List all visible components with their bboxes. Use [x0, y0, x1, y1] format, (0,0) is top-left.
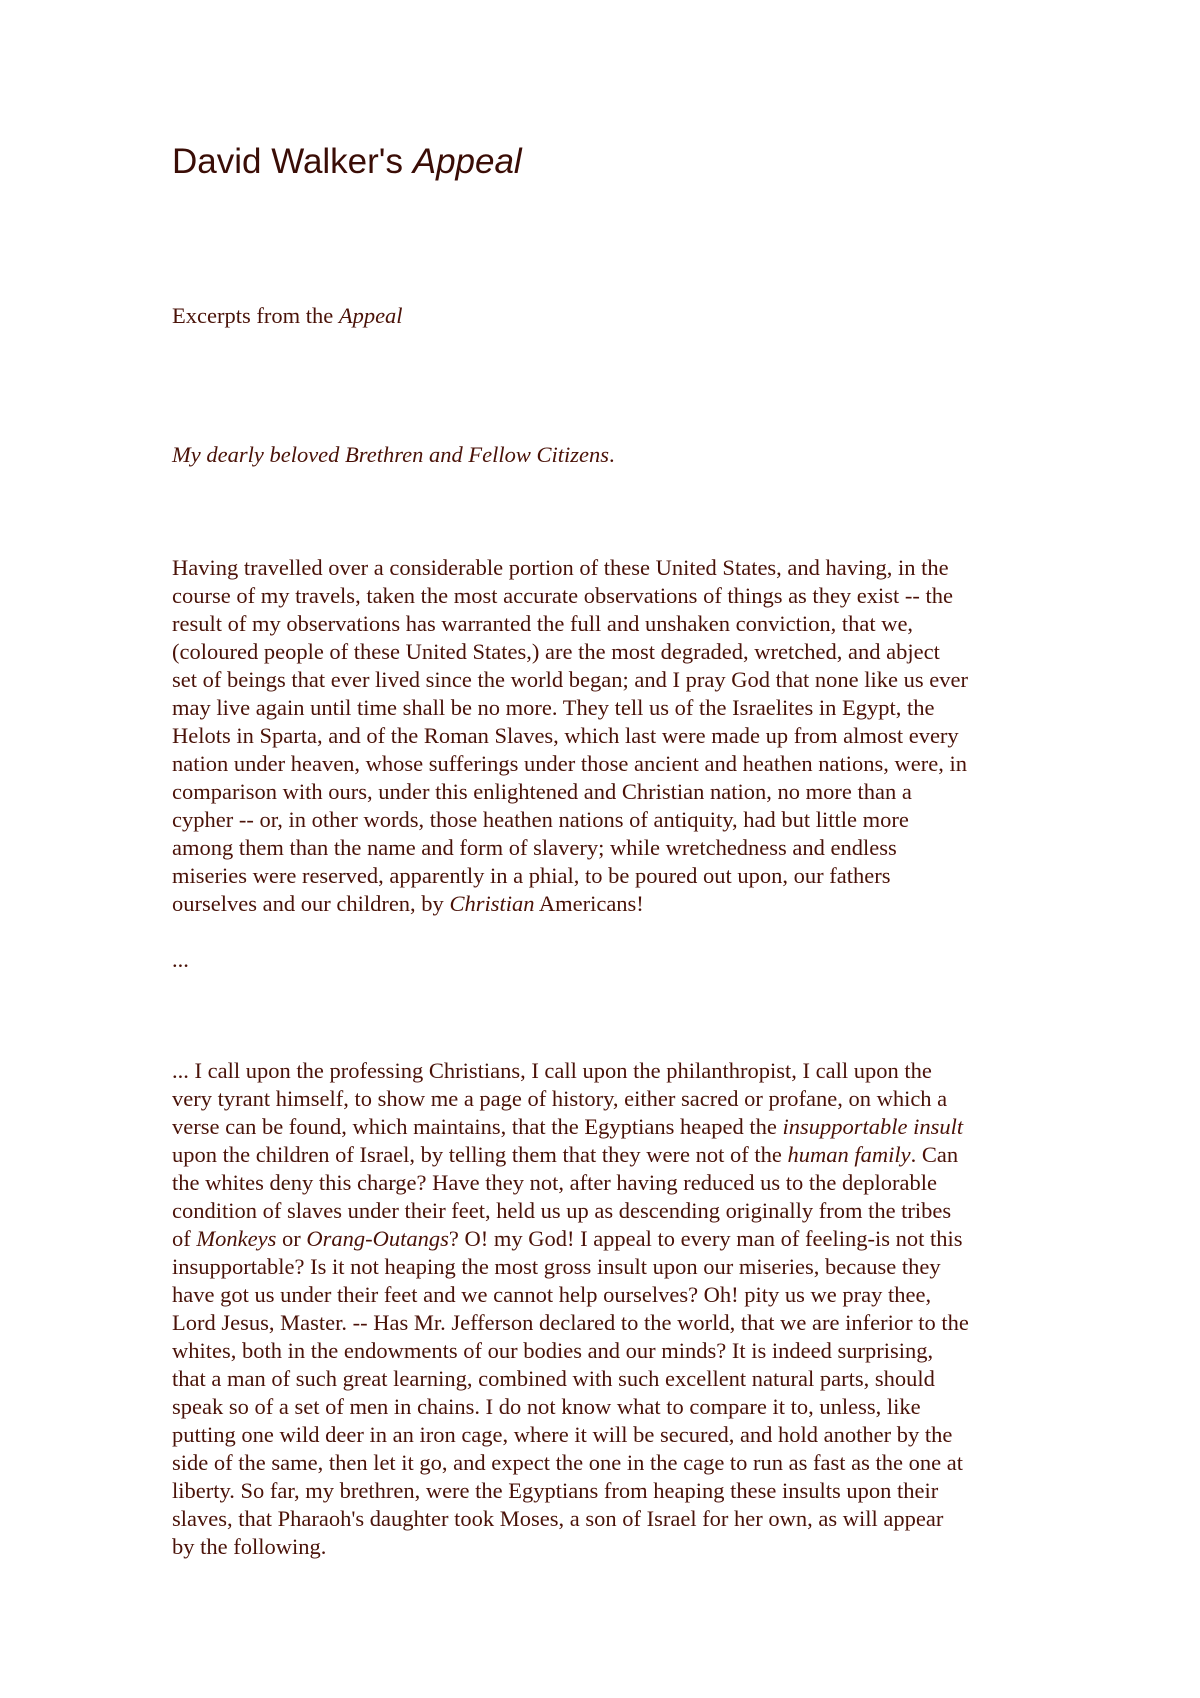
paragraph-line: cypher -- or, in other words, those heathen nations of antiquity, had but little more: [172, 807, 909, 832]
paragraph-line: Lord Jesus, Master. -- Has Mr. Jefferson declared to the world, that we are inferior to the: [172, 1310, 969, 1335]
paragraph-line: speak so of a set of men in chains. I do not know what to compare it to, unless, like: [172, 1394, 921, 1419]
title-text: David Walker's: [172, 142, 413, 181]
paragraph-line: slaves, that Pharaoh's daughter took Moses, a son of Israel for her own, as will appear: [172, 1506, 944, 1531]
paragraph-line: very tyrant himself, to show me a page of history, either sacred or profane, on which a: [172, 1086, 948, 1111]
paragraph-line: ... I call upon the professing Christians, I call upon the philanthropist, I call upon the: [172, 1058, 932, 1083]
paragraph-2: [172, 1057, 1044, 1561]
paragraph-line: have got us under their feet and we cannot help ourselves? Oh! pity us we pray thee,: [172, 1282, 932, 1307]
line-text: . Can: [910, 1142, 959, 1167]
paragraph-line: (coloured people of these United States,) are the most degraded, wretched, and abject: [172, 639, 940, 664]
line-italic: Monkeys: [196, 1226, 277, 1251]
paragraph-line: result of my observations has warranted the full and unshaken conviction, that we,: [172, 611, 914, 636]
paragraph-line: condition of slaves under their feet, held us up as descending originally from the tribes: [172, 1198, 952, 1223]
salutation-end: .: [608, 442, 615, 467]
line-text: ourselves and our children, by: [172, 891, 450, 916]
line-text: of: [172, 1226, 197, 1251]
paragraph-line: putting one wild deer in an iron cage, where it will be secured, and hold another by the: [172, 1422, 953, 1447]
line-text: upon the children of Israel, by telling them that they were not of the: [172, 1142, 788, 1167]
line-italic: Christian: [449, 891, 535, 916]
paragraph-line: whites, both in the endowments of our bodies and our minds? It is indeed surprising,: [172, 1338, 934, 1363]
line-text: verse can be found, which maintains, that the Egyptians heaped the: [172, 1114, 783, 1139]
line-text: ? O! my God! I appeal to every man of feeling-is not this: [448, 1226, 963, 1251]
line-text: Americans!: [534, 891, 644, 916]
paragraph-line: liberty. So far, my brethren, were the Egyptians from heaping these insults upon their: [172, 1478, 939, 1503]
paragraph-line: the whites deny this charge? Have they not, after having reduced us to the deplorable: [172, 1170, 937, 1195]
salutation-text: My dearly beloved Brethren and Fellow Citizens: [172, 442, 609, 467]
paragraph-line: side of the same, then let it go, and expect the one in the cage to run as fast as the one at: [172, 1450, 963, 1475]
paragraph-line: [172, 1141, 1044, 1169]
page-title: [172, 142, 522, 182]
paragraph-line: Helots in Sparta, and of the Roman Slaves, which last were made up from almost every: [172, 723, 959, 748]
paragraph-line: that a man of such great learning, combined with such excellent natural parts, should: [172, 1366, 935, 1391]
line-text: or: [276, 1226, 307, 1251]
subtitle-text: Excerpts from the: [172, 303, 339, 328]
paragraph-line: comparison with ours, under this enlightened and Christian nation, no more than a: [172, 779, 912, 804]
paragraph-line: Having travelled over a considerable portion of these United States, and having, in the: [172, 555, 949, 580]
paragraph-line: among them than the name and form of slavery; while wretchedness and endless: [172, 835, 897, 860]
line-italic: human family: [787, 1142, 911, 1167]
paragraph-line: [172, 890, 1044, 918]
line-italic: insupportable insult: [782, 1114, 964, 1139]
ellipsis: ...: [172, 947, 189, 972]
paragraph-line: [172, 1113, 1044, 1141]
paragraph-line: may live again until time shall be no more. They tell us of the Israelites in Egypt, the: [172, 695, 935, 720]
title-italic: Appeal: [412, 142, 522, 181]
paragraph-line: set of beings that ever lived since the world began; and I pray God that none like us ever: [172, 667, 969, 692]
paragraph-line: [172, 1225, 1044, 1253]
paragraph-line: nation under heaven, whose sufferings under those ancient and heathen nations, were, in: [172, 751, 967, 776]
paragraph-line: course of my travels, taken the most accurate observations of things as they exist -- the: [172, 583, 954, 608]
paragraph-line: by the following.: [172, 1534, 327, 1559]
paragraph-line: miseries were reserved, apparently in a phial, to be poured out upon, our fathers: [172, 863, 891, 888]
salutation: [172, 441, 615, 469]
line-italic: Orang-Outangs: [306, 1226, 449, 1251]
subtitle-italic: Appeal: [338, 303, 403, 328]
subtitle: [172, 302, 403, 330]
paragraph-line: insupportable? Is it not heaping the most gross insult upon our miseries, because they: [172, 1254, 941, 1279]
paragraph-1: [172, 554, 1044, 918]
